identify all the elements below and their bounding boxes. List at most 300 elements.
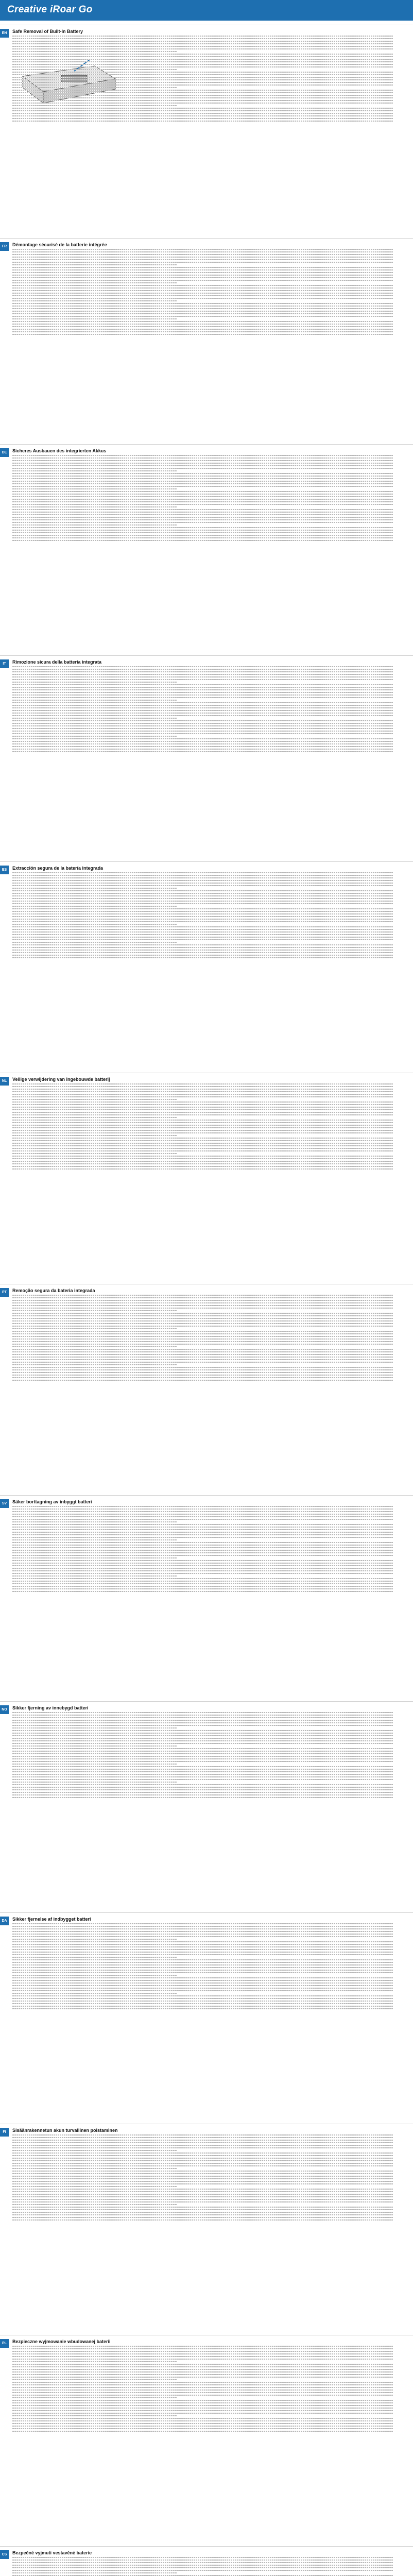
text-line — [12, 1148, 393, 1149]
text-line — [12, 527, 393, 528]
text-line — [12, 901, 393, 902]
text-line — [12, 74, 393, 75]
text-line — [12, 1086, 393, 1087]
text-line — [12, 1150, 393, 1151]
text-line — [12, 1552, 393, 1553]
text-line — [12, 875, 393, 876]
text-line — [12, 326, 393, 327]
text-line — [12, 251, 393, 252]
text-line — [12, 1565, 393, 1566]
text-line — [12, 313, 393, 314]
text-line — [12, 710, 393, 711]
text-line — [12, 329, 393, 330]
text-line — [12, 499, 393, 500]
instruction-section — [12, 1499, 404, 1594]
text-line — [12, 2572, 177, 2573]
text-line — [12, 2158, 393, 2159]
instruction-section — [12, 2550, 404, 2576]
text-line — [12, 684, 393, 685]
text-line — [12, 295, 393, 296]
text-line — [12, 1939, 177, 1940]
text-line — [12, 1761, 393, 1762]
section-title: Extracción segura de la batería integrada — [12, 866, 104, 871]
text-line — [12, 509, 393, 510]
text-line — [12, 1776, 393, 1777]
text-line — [12, 2214, 393, 2215]
section-title: Remoção segura da bateria integrada — [12, 1288, 95, 1293]
text-line — [12, 911, 393, 912]
text-line — [12, 2420, 393, 2421]
text-line — [12, 1305, 393, 1306]
text-line — [12, 1794, 393, 1795]
text-line — [12, 1792, 393, 1793]
text-line — [12, 1581, 393, 1582]
text-line — [12, 298, 393, 299]
text-line — [12, 524, 177, 526]
text-line — [12, 1308, 393, 1309]
text-line — [12, 1132, 393, 1133]
text-line — [12, 249, 393, 250]
text-line — [12, 1083, 393, 1084]
text-line — [12, 494, 393, 495]
text-line — [12, 2351, 393, 2352]
text-line — [12, 2402, 393, 2403]
text-line — [12, 2431, 393, 2432]
text-line — [12, 679, 393, 680]
text-line — [12, 2168, 177, 2169]
text-line — [12, 468, 393, 469]
language-tab: PT — [0, 1288, 9, 1297]
text-line — [12, 1313, 393, 1314]
text-line — [12, 84, 393, 86]
text-line — [12, 1117, 177, 1118]
text-line — [12, 1318, 393, 1319]
text-line — [12, 1975, 177, 1976]
text-line — [12, 501, 393, 502]
text-line — [12, 476, 393, 477]
text-line — [12, 741, 393, 742]
text-line — [12, 1104, 393, 1105]
text-line — [12, 2348, 393, 2349]
text-line — [12, 2207, 393, 2208]
text-line — [12, 1302, 393, 1303]
text-line — [12, 942, 177, 943]
text-line — [12, 522, 393, 523]
text-line — [12, 671, 393, 672]
section-title: Rimozione sicura della batteria integrata — [12, 659, 102, 665]
text-line — [12, 883, 393, 884]
text-line — [12, 514, 393, 515]
text-line — [12, 697, 393, 698]
text-line — [12, 880, 393, 881]
text-line — [12, 1328, 177, 1329]
language-tab: DE — [0, 448, 9, 457]
text-line — [12, 46, 393, 47]
text-line — [12, 267, 393, 268]
text-line — [12, 1295, 393, 1296]
text-line — [12, 2142, 393, 2143]
text-line — [12, 2163, 393, 2164]
text-line — [12, 950, 393, 951]
language-tab: IT — [0, 659, 9, 668]
text-line — [12, 316, 393, 317]
text-line — [12, 924, 177, 925]
section-divider — [0, 861, 413, 862]
instruction-section — [12, 29, 404, 123]
text-line — [12, 486, 393, 487]
text-line — [12, 1315, 393, 1316]
text-line — [12, 733, 393, 734]
text-line — [12, 2006, 393, 2007]
text-line — [12, 2003, 393, 2004]
text-line — [12, 540, 393, 541]
text-line — [12, 282, 177, 283]
text-line — [12, 110, 393, 111]
text-line — [12, 1168, 393, 1170]
section-title: Bezpieczne wyjmowanie wbudowanej baterii — [12, 2339, 111, 2344]
text-line — [12, 2145, 393, 2146]
text-line — [12, 898, 393, 899]
text-line — [12, 1560, 393, 1561]
text-line — [12, 1769, 393, 1770]
text-line — [12, 1107, 393, 1108]
text-line — [12, 1570, 393, 1571]
text-line — [12, 2400, 393, 2401]
text-line — [12, 944, 393, 945]
text-line — [12, 287, 393, 289]
text-line — [12, 700, 177, 701]
section-title: Sikker fjerning av innebygd batteri — [12, 1705, 89, 1710]
text-line — [12, 1787, 393, 1788]
text-line — [12, 277, 393, 278]
instruction-section — [12, 866, 404, 960]
text-line — [12, 491, 393, 492]
text-line — [12, 1586, 393, 1587]
text-line — [12, 728, 393, 729]
text-line — [12, 1163, 393, 1164]
text-line — [12, 957, 393, 958]
text-line — [12, 1145, 393, 1146]
text-line — [12, 59, 393, 60]
text-line — [12, 481, 393, 482]
text-line — [12, 1745, 177, 1747]
text-line — [12, 713, 393, 714]
language-tab: SV — [0, 1499, 9, 1508]
text-line — [12, 877, 393, 878]
text-line — [12, 2560, 393, 2561]
text-line — [12, 872, 393, 873]
text-line — [12, 537, 393, 538]
text-line — [12, 1333, 393, 1334]
text-line — [12, 2423, 393, 2424]
text-line — [12, 1779, 393, 1780]
text-line — [12, 2418, 393, 2419]
text-line — [12, 324, 393, 325]
text-line — [12, 1738, 393, 1739]
text-line — [12, 1964, 393, 1965]
text-line — [12, 1380, 393, 1381]
text-line — [12, 1568, 393, 1569]
text-line — [12, 2150, 177, 2151]
section-title: Sisäänrakennetun akun turvallinen poistaminen — [12, 2128, 118, 2133]
instruction-section — [12, 1917, 404, 2011]
text-line — [12, 1771, 393, 1772]
text-line — [12, 2186, 177, 2187]
text-line — [12, 682, 177, 683]
text-line — [12, 1534, 393, 1535]
text-line — [12, 72, 393, 73]
text-line — [12, 1161, 393, 1162]
text-line — [12, 2140, 393, 2141]
text-line — [12, 2001, 393, 2002]
language-tab: NL — [0, 1077, 9, 1086]
text-line — [12, 1972, 393, 1973]
text-line — [12, 1774, 393, 1775]
text-line — [12, 2147, 393, 2148]
text-line — [12, 1096, 393, 1097]
text-line — [12, 269, 393, 270]
text-line — [12, 2153, 393, 2154]
text-line — [12, 51, 177, 52]
text-line — [12, 1547, 393, 1548]
text-line — [12, 2189, 393, 2190]
text-line — [12, 1158, 393, 1159]
text-line — [12, 908, 393, 909]
text-line — [12, 1109, 393, 1110]
text-line — [12, 1509, 393, 1510]
text-line — [12, 1524, 393, 1525]
text-line — [12, 1743, 393, 1744]
language-tab: DA — [0, 1917, 9, 1925]
text-line — [12, 1138, 393, 1139]
text-line — [12, 2382, 393, 2383]
text-line — [12, 506, 177, 507]
text-line — [12, 1336, 393, 1337]
text-line — [12, 1323, 393, 1324]
text-line — [12, 952, 393, 953]
text-line — [12, 2366, 393, 2367]
section-title: Safe Removal of Built-In Battery — [12, 29, 83, 34]
text-line — [12, 939, 393, 940]
text-line — [12, 1756, 393, 1757]
text-line — [12, 1758, 393, 1759]
text-line — [12, 1346, 177, 1347]
text-line — [12, 1931, 393, 1932]
text-line — [12, 1127, 393, 1128]
text-line — [12, 95, 393, 96]
text-line — [12, 87, 177, 88]
text-line — [12, 1516, 393, 1517]
text-line — [12, 280, 393, 281]
text-line — [12, 2377, 393, 2378]
text-line — [12, 955, 393, 956]
text-line — [12, 2171, 393, 2172]
text-line — [12, 38, 393, 39]
text-line — [12, 705, 393, 706]
text-line — [12, 1740, 393, 1741]
text-line — [12, 1156, 393, 1157]
section-divider — [0, 1701, 413, 1702]
text-line — [12, 262, 393, 263]
text-line — [12, 1367, 393, 1368]
text-line — [12, 743, 393, 744]
section-divider — [0, 238, 413, 239]
text-line — [12, 888, 177, 889]
text-line — [12, 1166, 393, 1167]
text-line — [12, 82, 393, 83]
text-line — [12, 947, 393, 948]
text-line — [12, 1140, 393, 1141]
text-line — [12, 535, 393, 536]
text-line — [12, 121, 393, 122]
text-line — [12, 687, 393, 688]
instruction-section — [12, 1705, 404, 1800]
text-line — [12, 921, 393, 922]
text-line — [12, 2212, 393, 2213]
text-line — [12, 1720, 393, 1721]
text-line — [12, 1091, 393, 1092]
text-line — [12, 1506, 393, 1507]
text-line — [12, 473, 393, 474]
text-line — [12, 1099, 177, 1100]
text-line — [12, 1372, 393, 1373]
text-line — [12, 676, 393, 677]
text-line — [12, 746, 393, 747]
text-line — [12, 460, 393, 461]
text-line — [12, 1514, 393, 1515]
text-line — [12, 1980, 393, 1981]
text-line — [12, 2359, 393, 2360]
text-line — [12, 1519, 393, 1520]
text-line — [12, 306, 393, 307]
text-line — [12, 2201, 393, 2202]
text-line — [12, 455, 393, 456]
text-line — [12, 1130, 393, 1131]
text-line — [12, 2356, 393, 2357]
instruction-section — [12, 1288, 404, 1382]
text-line — [12, 1789, 393, 1790]
text-line — [12, 1722, 393, 1723]
text-line — [12, 2178, 393, 2179]
text-line — [12, 257, 393, 258]
text-line — [12, 1967, 393, 1968]
text-line — [12, 1934, 393, 1935]
text-line — [12, 2196, 393, 2197]
text-line — [12, 1962, 393, 1963]
text-line — [12, 1977, 393, 1978]
text-line — [12, 1527, 393, 1528]
text-line — [12, 2361, 177, 2362]
text-line — [12, 1985, 393, 1986]
text-line — [12, 1926, 393, 1927]
text-line — [12, 488, 177, 489]
text-line — [12, 2173, 393, 2174]
text-line — [12, 1122, 393, 1123]
text-line — [12, 1094, 393, 1095]
text-line — [12, 2395, 393, 2396]
text-line — [12, 1717, 393, 1718]
text-line — [12, 893, 393, 894]
text-line — [12, 1529, 393, 1530]
text-line — [12, 919, 393, 920]
text-line — [12, 318, 177, 319]
text-line — [12, 54, 393, 55]
instruction-section — [12, 448, 404, 543]
text-line — [12, 1715, 393, 1716]
text-line — [12, 1114, 393, 1115]
text-line — [12, 92, 393, 93]
text-line — [12, 69, 177, 70]
text-line — [12, 689, 393, 690]
text-line — [12, 465, 393, 466]
section-divider — [0, 655, 413, 656]
text-line — [12, 1521, 177, 1522]
text-line — [12, 1357, 393, 1358]
text-line — [12, 1135, 177, 1136]
text-line — [12, 1959, 393, 1960]
text-line — [12, 1550, 393, 1551]
text-line — [12, 2219, 393, 2221]
text-line — [12, 1362, 393, 1363]
text-line — [12, 1923, 393, 1924]
text-line — [12, 2008, 393, 2009]
section-divider — [0, 1495, 413, 1496]
text-line — [12, 1511, 393, 1512]
language-tab: PL — [0, 2339, 9, 2348]
text-line — [12, 1101, 393, 1103]
text-line — [12, 1735, 393, 1736]
text-line — [12, 1364, 177, 1365]
text-line — [12, 259, 393, 260]
text-line — [12, 1338, 393, 1340]
text-line — [12, 895, 393, 896]
text-line — [12, 90, 393, 91]
text-line — [12, 64, 393, 65]
text-line — [12, 100, 393, 101]
section-title: Démontage sécurisé de la batterie intégrée — [12, 242, 107, 247]
text-line — [12, 331, 393, 332]
text-line — [12, 937, 393, 938]
text-line — [12, 1990, 393, 1991]
text-line — [12, 504, 393, 505]
text-line — [12, 1766, 393, 1767]
text-line — [12, 1957, 177, 1958]
text-line — [12, 2155, 393, 2156]
language-tab: NO — [0, 1705, 9, 1714]
text-line — [12, 1532, 393, 1533]
text-line — [12, 913, 393, 914]
text-line — [12, 1369, 393, 1370]
text-line — [12, 1089, 393, 1090]
text-line — [12, 751, 393, 752]
text-line — [12, 1120, 393, 1121]
text-line — [12, 1563, 393, 1564]
text-line — [12, 2397, 177, 2398]
section-divider — [0, 444, 413, 445]
text-line — [12, 300, 177, 301]
text-line — [12, 2137, 393, 2138]
language-tab: FI — [0, 2128, 9, 2137]
instruction-section — [12, 242, 404, 336]
language-tab: EN — [0, 29, 9, 38]
page-header — [0, 0, 413, 21]
text-line — [12, 2570, 393, 2571]
text-line — [12, 1320, 393, 1321]
text-line — [12, 2557, 393, 2558]
section-divider — [0, 1912, 413, 1913]
text-line — [12, 2160, 393, 2161]
text-line — [12, 702, 393, 703]
